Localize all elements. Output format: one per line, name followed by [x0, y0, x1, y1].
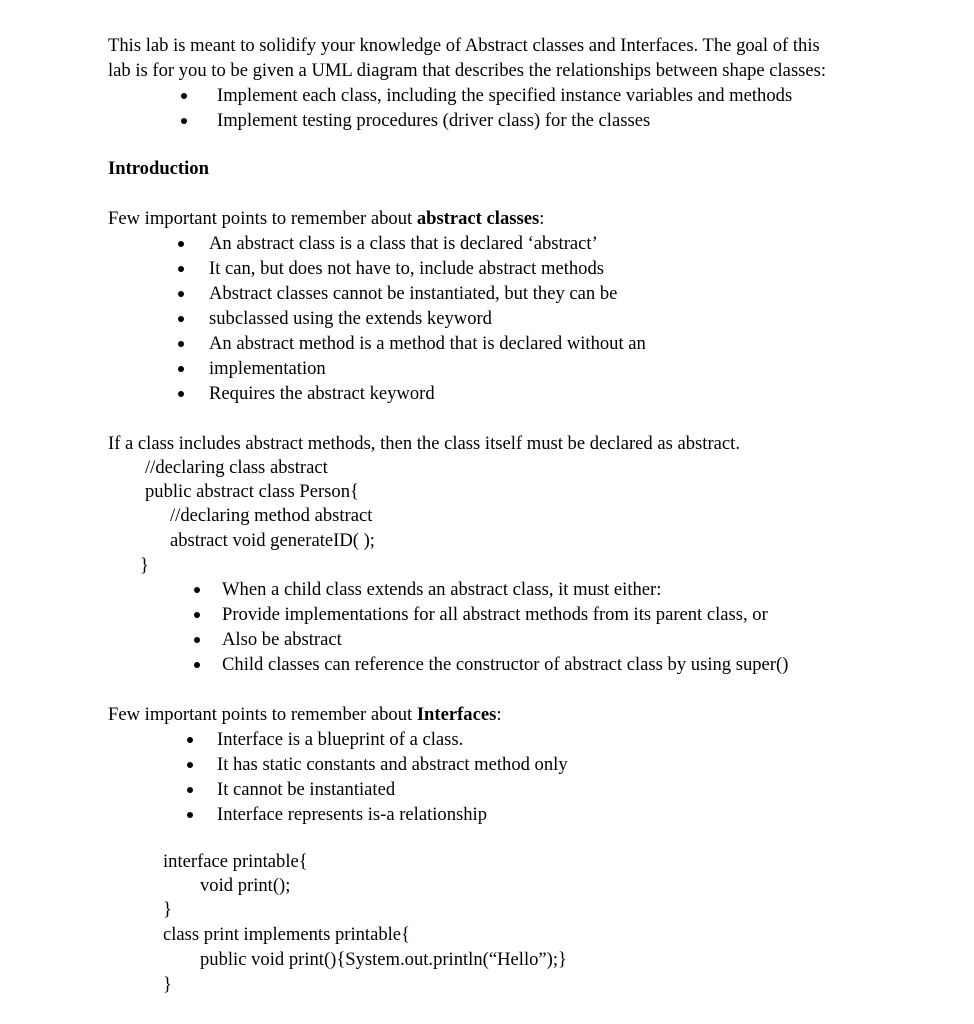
intro-line-2: lab is for you to be given a UML diagram that describes the relationships between shape classes: — [108, 60, 827, 81]
goal-item: Implement each class, including the specified instance variables and methods — [217, 85, 793, 106]
bullet-icon — [181, 118, 187, 124]
code-line: //declaring method abstract — [170, 505, 373, 526]
bullet-icon — [178, 291, 184, 297]
bullet-icon — [181, 93, 187, 99]
child-bullet: Provide implementations for all abstract methods from its parent class, or — [222, 604, 768, 625]
code-line: //declaring class abstract — [145, 457, 328, 478]
lead-bold: Interfaces — [416, 704, 497, 725]
bullet-icon — [187, 787, 193, 793]
code-line: abstract void generateID( ); — [170, 530, 375, 551]
abstract-bullet: An abstract method is a method that is declared without an — [209, 333, 646, 354]
abstract-bullet: implementation — [209, 358, 326, 379]
bullet-icon — [178, 241, 184, 247]
lead-text: Few important points to remember about — [108, 208, 417, 229]
bullet-icon — [178, 341, 184, 347]
bullet-icon — [194, 662, 200, 668]
code-line: } — [140, 555, 149, 576]
code-line: } — [163, 899, 172, 920]
lead-text: Few important points to remember about — [108, 704, 417, 725]
abstract-bullet: It can, but does not have to, include abstract methods — [209, 258, 605, 279]
child-bullet: Also be abstract — [222, 629, 342, 650]
goal-item: Implement testing procedures (driver class) for the classes — [217, 110, 651, 131]
abstract-rule: If a class includes abstract methods, then the class itself must be declared as abstract. — [108, 433, 740, 454]
code-line: interface printable{ — [163, 851, 308, 872]
bullet-icon — [178, 266, 184, 272]
code-line: } — [163, 974, 172, 995]
abstract-bullet: Abstract classes cannot be instantiated, but they can be — [209, 283, 618, 304]
bullet-icon — [194, 587, 200, 593]
interface-bullet: Interface represents is-a relationship — [217, 804, 487, 825]
bullet-icon — [187, 762, 193, 768]
abstract-bullet: Requires the abstract keyword — [209, 383, 435, 404]
code-line: public void print(){System.out.println(“Hello”);} — [200, 949, 567, 970]
interface-lead — [108, 704, 502, 726]
lead-suffix: : — [496, 704, 502, 725]
code-line: void print(); — [200, 875, 291, 896]
child-bullet: When a child class extends an abstract class, it must either: — [222, 579, 662, 600]
bullet-icon — [178, 316, 184, 322]
introduction-heading: Introduction — [108, 158, 209, 179]
code-line: public abstract class Person{ — [145, 481, 359, 502]
bullet-icon — [194, 612, 200, 618]
lead-suffix: : — [539, 208, 545, 229]
interface-bullet: It cannot be instantiated — [217, 779, 396, 800]
bullet-icon — [194, 637, 200, 643]
lead-bold: abstract classes — [416, 208, 540, 229]
interface-bullet: Interface is a blueprint of a class. — [217, 729, 464, 750]
bullet-icon — [187, 737, 193, 743]
bullet-icon — [187, 812, 193, 818]
abstract-lead — [108, 208, 544, 230]
bullet-icon — [178, 391, 184, 397]
code-line: class print implements printable{ — [163, 924, 410, 945]
intro-line-1: This lab is meant to solidify your knowledge of Abstract classes and Interfaces. The goal of this — [108, 35, 820, 56]
abstract-bullet: subclassed using the extends keyword — [209, 308, 492, 329]
abstract-bullet: An abstract class is a class that is declared ‘abstract’ — [209, 233, 598, 254]
bullet-icon — [178, 366, 184, 372]
child-bullet: Child classes can reference the constructor of abstract class by using super() — [222, 654, 789, 675]
interface-bullet: It has static constants and abstract method only — [217, 754, 568, 775]
